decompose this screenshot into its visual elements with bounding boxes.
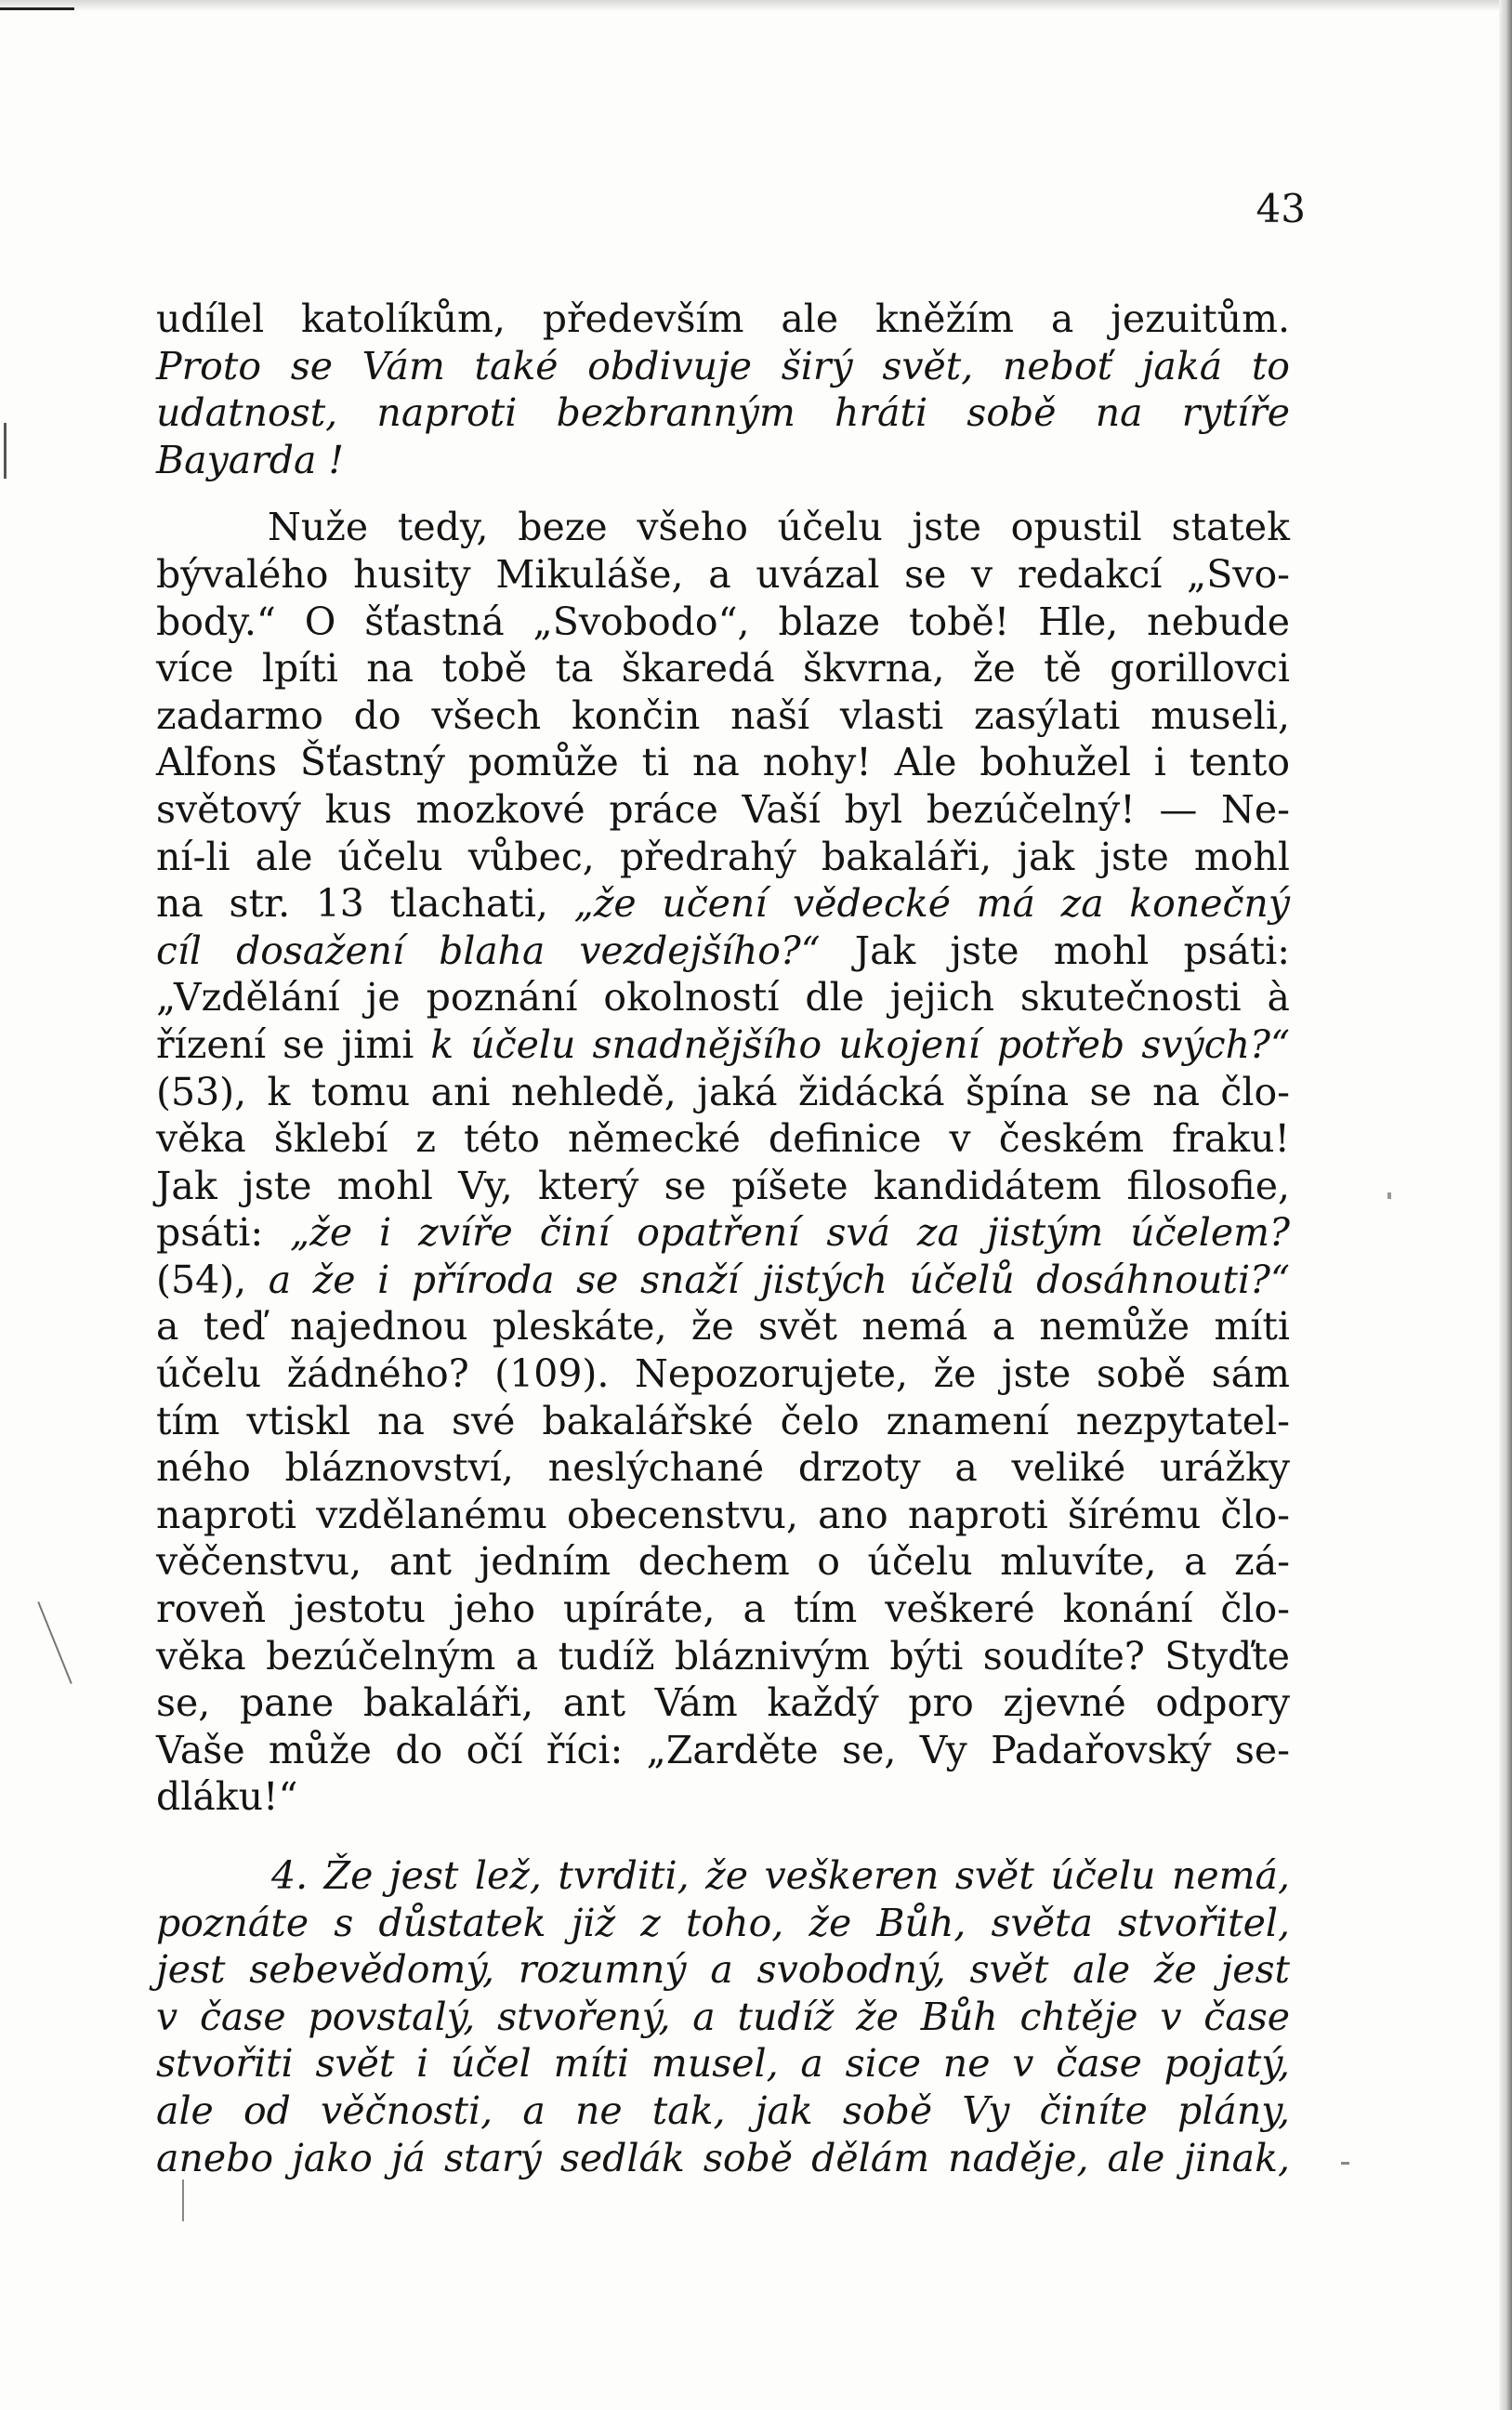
text-line xyxy=(156,1773,1290,1821)
text-run: psáti: xyxy=(156,1210,291,1256)
text-run: „Vzdělání je poznání okolností dle jejich skutečnosti à xyxy=(156,975,1290,1021)
text-run: světový kus mozkové práce Vaší byl bezúčelný! — Ne- xyxy=(156,786,1290,832)
text-line xyxy=(156,739,1290,786)
text-run: bývalého husity Mikuláše, a uvázal se v redakcí „Svo- xyxy=(156,551,1290,597)
text-line xyxy=(156,645,1290,692)
text-line xyxy=(156,1257,1290,1304)
text-run: věka bezúčelným a tudíž bláznivým býti soudíte? Styďte xyxy=(156,1633,1290,1679)
text-line xyxy=(156,692,1290,740)
text-line xyxy=(156,1727,1290,1774)
text-line xyxy=(156,2040,1290,2087)
italic-text: Proto se Vám také obdivuje širý svět, neboť jaká to xyxy=(156,343,1290,388)
margin-mark xyxy=(37,1601,72,1684)
text-run: roveň jestotu jeho upíráte, a tím veškeré konání člo- xyxy=(156,1587,1290,1632)
text-line xyxy=(156,786,1290,834)
text-line xyxy=(156,1633,1290,1680)
section-paragraph xyxy=(156,1852,1290,2181)
text-run: a teď najednou pleskáte, že svět nemá a nemůže míti xyxy=(156,1304,1290,1350)
italic-text: k účelu snadnějšího ukojení potřeb svých?“ xyxy=(430,1021,1290,1067)
text-line xyxy=(156,1303,1290,1350)
italic-text: udatnost, naproti bezbranným hráti sobě na rytíře xyxy=(156,390,1290,436)
text-line xyxy=(156,343,1290,390)
margin-mark xyxy=(182,2180,184,2221)
text-run: Alfons Šťastný pomůže ti na nohy! Ale bohužel i tento xyxy=(156,740,1290,785)
text-run: dláku!“ xyxy=(156,1774,298,1820)
text-line xyxy=(156,389,1290,437)
text-line xyxy=(156,296,1290,343)
corner-mark xyxy=(0,7,74,10)
text-line xyxy=(156,599,1290,646)
text-run: body.“ O šťastná „Svobodo“, blaze tobě! Hle, nebude xyxy=(156,599,1290,644)
body-text xyxy=(156,296,1290,2181)
margin-mark xyxy=(4,423,7,479)
margin-mark xyxy=(1387,1192,1391,1199)
text-run: řízení se jimi xyxy=(156,1021,431,1067)
text-line xyxy=(156,974,1290,1021)
text-line xyxy=(156,1994,1290,2041)
text-run: naproti vzdělanému obecenstvu, ano naproti šírému člo- xyxy=(156,1492,1290,1537)
text-line xyxy=(156,1852,1290,1900)
italic-text: anebo jako já starý sedlák sobě dělám naděje, ale jinak, xyxy=(156,2135,1290,2180)
text-line xyxy=(156,1350,1290,1398)
text-line xyxy=(156,1163,1290,1210)
text-line xyxy=(156,1398,1290,1445)
text-line xyxy=(156,551,1290,599)
text-line xyxy=(156,504,1290,551)
margin-mark xyxy=(1341,2162,1349,2165)
italic-text: Bayarda ! xyxy=(156,437,344,482)
paragraph-gap xyxy=(156,483,1290,504)
page-top-shadow xyxy=(0,0,1512,11)
text-run: zadarmo do všech končin naší vlasti zasýlati museli, xyxy=(156,692,1290,738)
text-line xyxy=(156,1444,1290,1492)
italic-text: jest sebevědomý, rozumný a svobodný, svět ale že jest xyxy=(156,1947,1290,1993)
page-number: 43 xyxy=(1256,186,1306,231)
italic-text: „že učení vědecké má za konečný xyxy=(573,881,1290,927)
text-line xyxy=(156,1021,1290,1069)
text-run: více lpíti na tobě ta škaredá škvrna, že tě gorillovci xyxy=(156,646,1290,691)
italic-text: poznáte s důstatek již z toho, že Bůh, světa stvořitel, xyxy=(156,1900,1290,1945)
text-line xyxy=(156,1538,1290,1586)
text-line xyxy=(156,1115,1290,1163)
text-line xyxy=(156,834,1290,881)
italic-text: cíl dosažení blaha vezdejšího?“ xyxy=(156,928,821,973)
italic-text: a že i příroda se snaží jistých účelů dosáhnouti?“ xyxy=(268,1257,1290,1302)
text-line xyxy=(156,1946,1290,1994)
text-run: (54), xyxy=(156,1257,269,1302)
text-line xyxy=(156,2087,1290,2135)
text-line xyxy=(156,1900,1290,1947)
text-run: ní-li ale účelu vůbec, předrahý bakaláři, jak jste mohl xyxy=(156,834,1290,879)
text-run: Jak jste mohl psáti: xyxy=(820,928,1290,973)
italic-text: ale od věčnosti, a ne tak, jak sobě Vy činíte plány, xyxy=(156,2087,1290,2133)
text-run: věčenstvu, ant jedním dechem o účelu mluvíte, a zá- xyxy=(156,1539,1290,1585)
section-gap xyxy=(156,1821,1290,1852)
italic-text: „že i zvíře činí opatření svá za jistým účelem? xyxy=(290,1210,1290,1256)
text-run: se, pane bakaláři, ant Vám každý pro zjevné odpory xyxy=(156,1680,1290,1726)
text-line xyxy=(156,1679,1290,1727)
text-run: na str. 13 tlachati, xyxy=(156,881,574,927)
italic-text: v čase povstalý, stvořený, a tudíž že Bůh chtěje v čase xyxy=(156,1994,1290,2039)
text-line xyxy=(156,1492,1290,1539)
text-run: (53), k tomu ani nehledě, jaká židácká špína se na člo- xyxy=(156,1069,1290,1114)
page-right-edge xyxy=(1499,0,1512,2410)
italic-text: stvořiti svět i účel míti musel, a sice ne v čase pojatý, xyxy=(156,2041,1290,2087)
text-line xyxy=(156,437,1290,484)
text-run: udílel katolíkům, především ale kněžím a jezuitům. xyxy=(156,296,1290,341)
paragraph xyxy=(156,504,1290,1821)
text-line xyxy=(156,1209,1290,1257)
paragraph xyxy=(156,296,1290,483)
text-run: účelu žádného? (109). Nepozorujete, že jste sobě sám xyxy=(156,1351,1290,1397)
text-run: věka šklebí z této německé definice v českém fraku! xyxy=(156,1116,1290,1162)
text-run: Jak jste mohl Vy, který se píšete kandidátem filosofie, xyxy=(156,1163,1290,1208)
text-line xyxy=(156,1069,1290,1116)
text-run: tím vtiskl na své bakalářské čelo znamení nezpytatel- xyxy=(156,1398,1290,1443)
text-line xyxy=(156,2135,1290,2182)
text-line xyxy=(156,928,1290,975)
text-line xyxy=(156,1586,1290,1633)
text-run: Vaše může do očí říci: „Zarděte se, Vy Padařovský se- xyxy=(156,1727,1290,1772)
text-line xyxy=(156,880,1290,928)
text-run: ného bláznovství, neslýchané drzoty a veliké urážky xyxy=(156,1445,1290,1491)
italic-text: 4. Že jest lež, tvrditi, že veškeren svět účelu nemá, xyxy=(271,1853,1290,1898)
text-run: Nuže tedy, beze všeho účelu jste opustil statek xyxy=(268,505,1290,550)
